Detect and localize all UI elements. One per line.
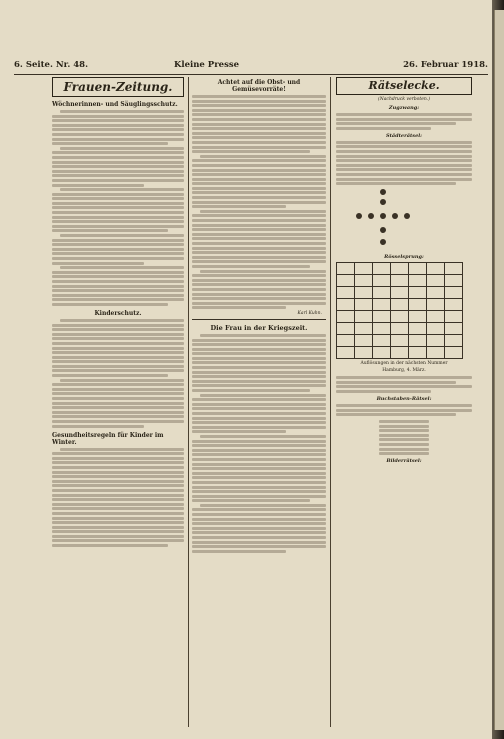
letter-pyramid: [379, 420, 429, 455]
reprint-notice: (Nachdruck verboten.): [378, 97, 430, 102]
page-header: [14, 60, 488, 72]
header-rule: [14, 74, 488, 75]
section-heading: Die Frau in der Kriegszeit.: [210, 323, 308, 332]
section-heading: Gesundheitsregeln für Kinder im Winter.: [52, 431, 164, 446]
puzzle-heading: Rösselsprung:: [384, 254, 424, 261]
newspaper-name: Kleine Presse: [174, 60, 240, 70]
frauen-zeitung-title: Frauen-Zeitung.: [52, 77, 184, 97]
roesselsprung-grid: [336, 262, 463, 359]
right-column: [336, 77, 472, 727]
column-divider: [330, 77, 331, 727]
raetselecke-title: Rätselecke.: [336, 77, 472, 95]
puzzle-text: [336, 141, 472, 185]
left-column: [52, 77, 184, 727]
puzzle-text: [336, 404, 472, 416]
section-heading: Kinderschutz.: [94, 309, 142, 317]
puzzle-heading: Städterätsel:: [385, 132, 423, 139]
section-rule: [192, 319, 326, 320]
puzzle-heading: Bilderrätsel:: [386, 458, 422, 465]
section-heading: Wöchnerinnen- und Säuglingsschutz.: [52, 101, 178, 108]
article-author: Karl Kuhn.: [297, 310, 322, 316]
article-body: [192, 95, 326, 309]
puzzle-heading: Zugzwang:: [388, 105, 420, 111]
puzzle-text: [336, 113, 472, 130]
puzzle-text: [336, 376, 472, 393]
middle-column: [192, 77, 326, 727]
column-divider: [188, 77, 189, 727]
issue-date: 26. Februar 1918.: [403, 60, 488, 70]
adjacent-page-edge: [494, 10, 504, 730]
solutions-date: Hamburg, 4. März.: [382, 368, 426, 374]
article-body: [52, 110, 184, 306]
solutions-note: Auflösungen in der nächsten Nummer: [360, 361, 448, 367]
section-heading: Achtet auf die Obst- und Gemüsevorräte!: [217, 79, 301, 93]
article-body: [192, 334, 326, 553]
puzzle-heading: Buchstaben-Rätsel:: [376, 395, 432, 402]
page-number: 6. Seite. Nr. 48.: [14, 60, 89, 70]
crossword-figure: [356, 189, 416, 251]
article-body: [52, 319, 184, 428]
article-body: [52, 448, 184, 547]
